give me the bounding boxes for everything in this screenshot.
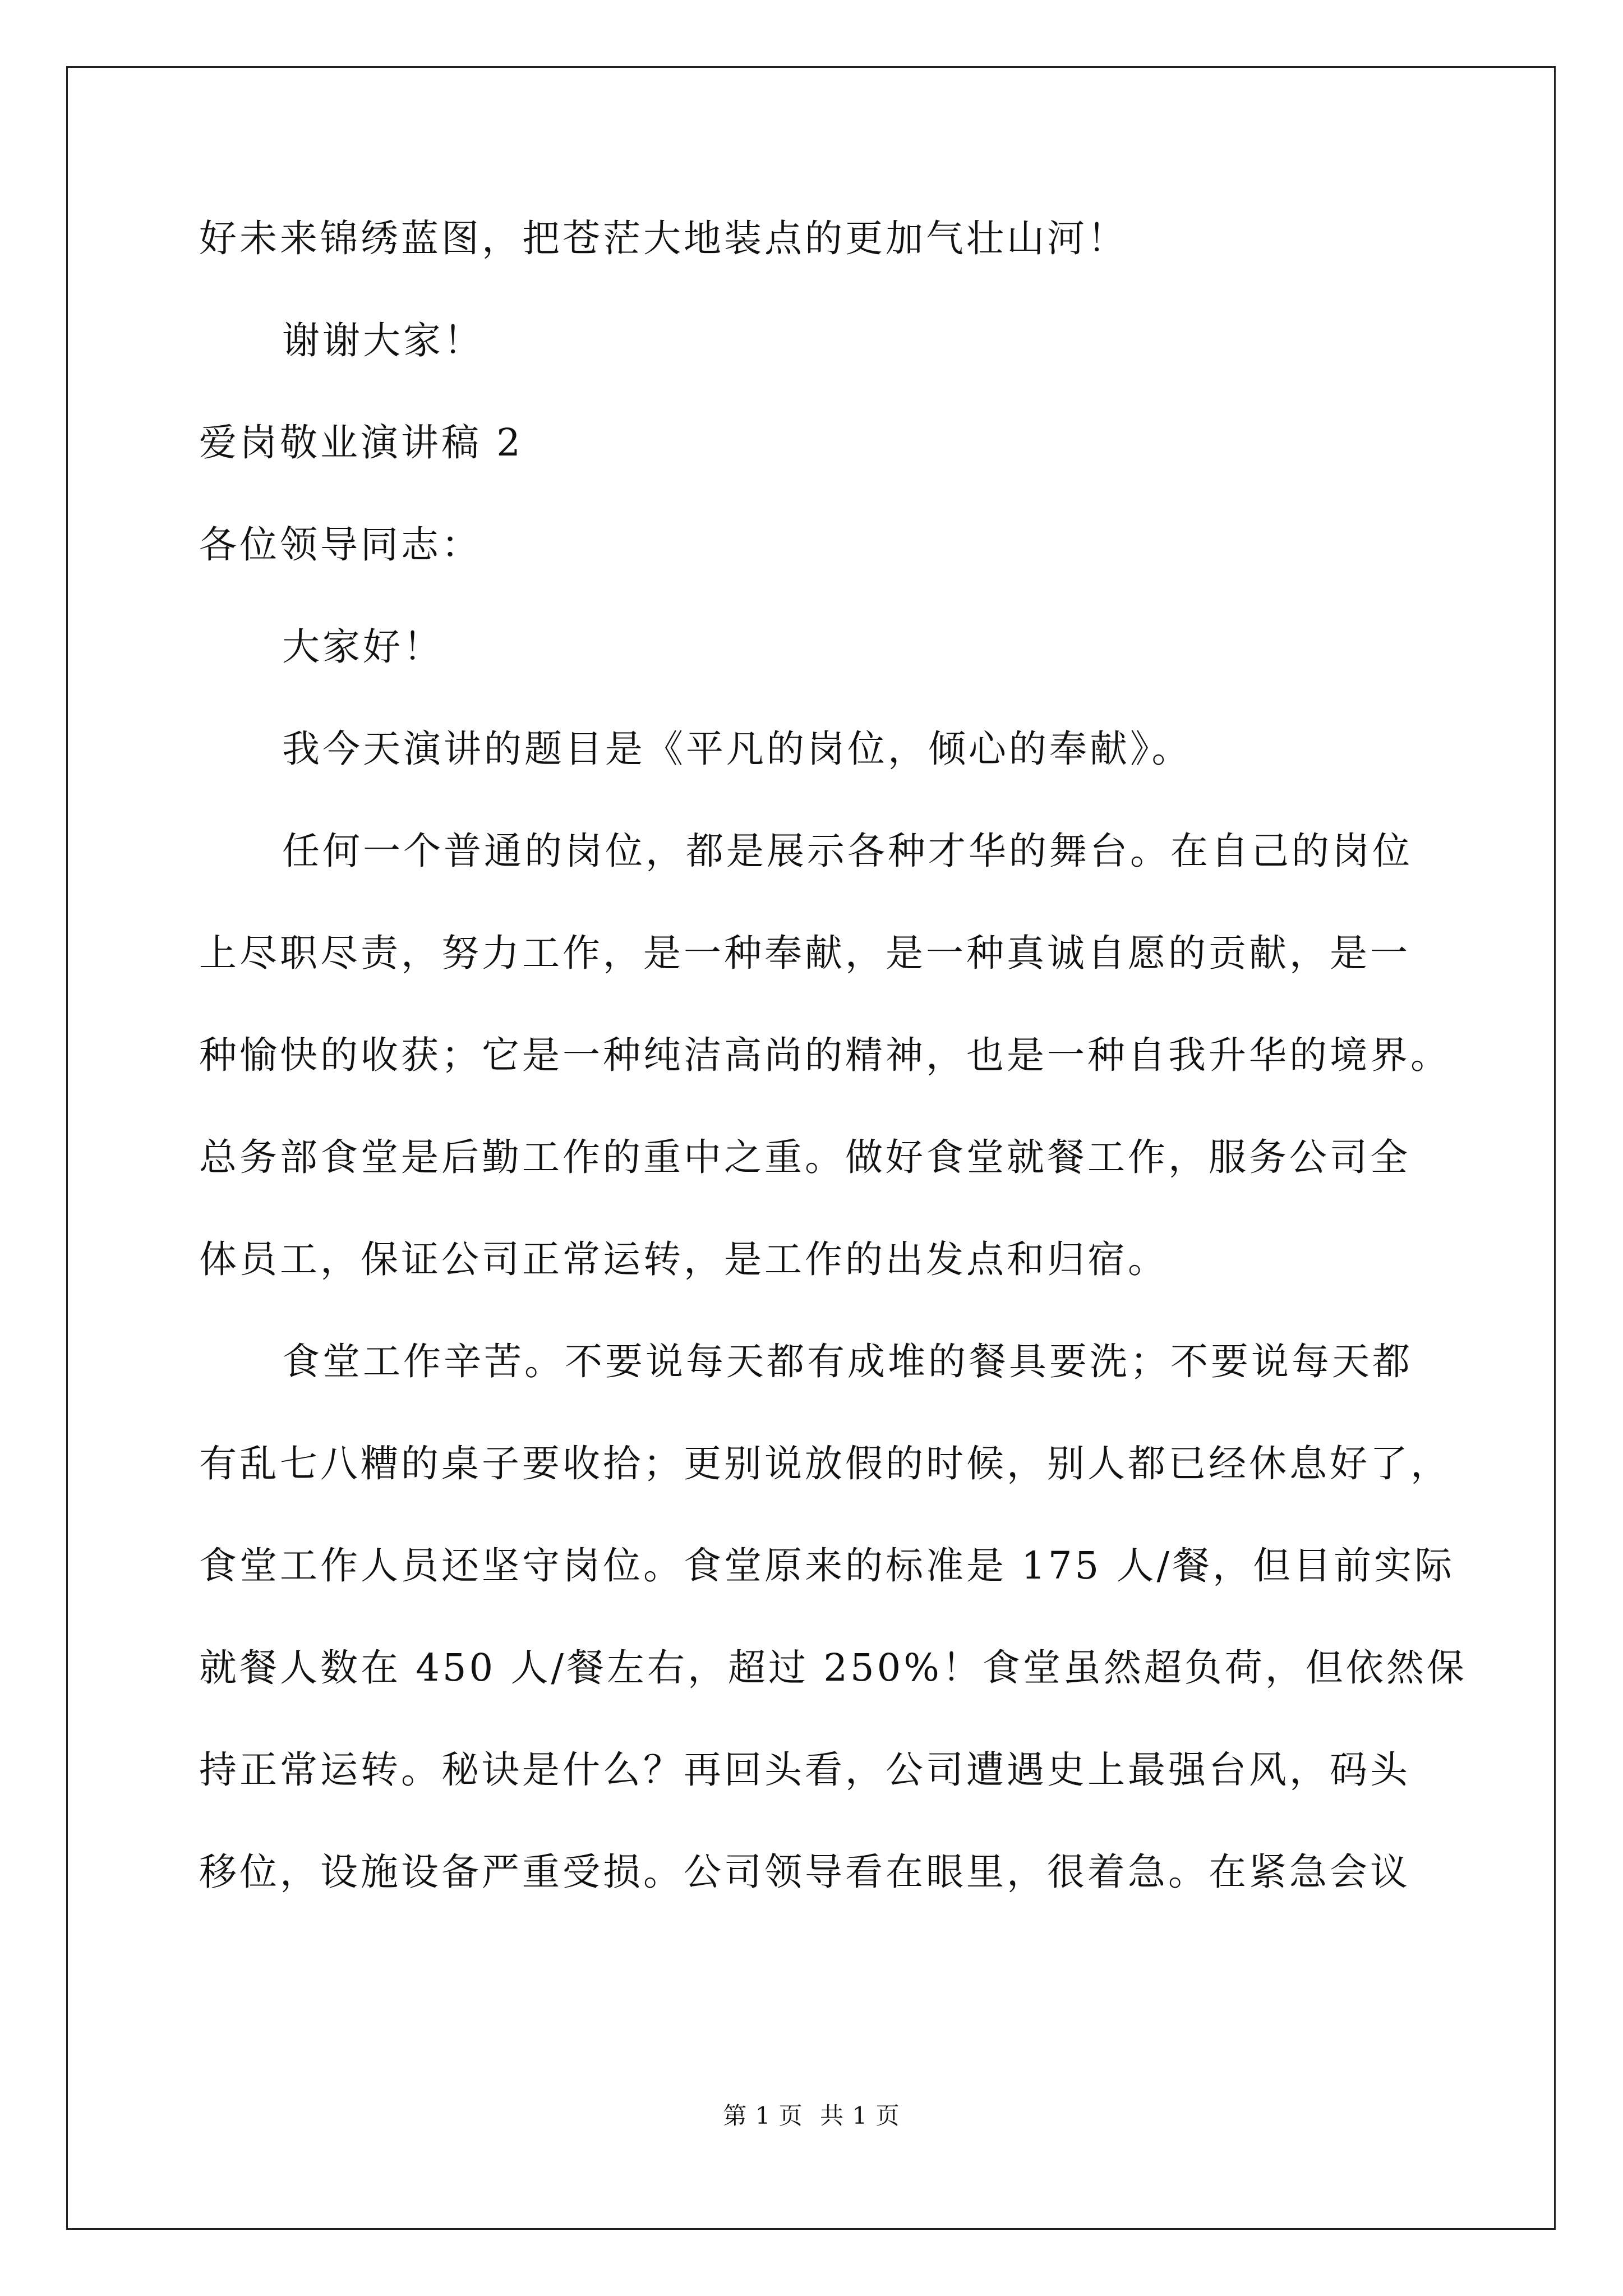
paragraph-line: 食堂工作辛苦。不要说每天都有成堆的餐具要洗；不要说每天都 xyxy=(282,1340,1413,1383)
paragraph-line: 体员工，保证公司正常运转，是工作的出发点和归宿。 xyxy=(199,1237,1168,1281)
greeting: 大家好！ xyxy=(282,625,444,669)
paragraph-line: 我今天演讲的题目是《平凡的岗位，倾心的奉献》。 xyxy=(282,727,1192,771)
paragraph-line: 移位，设施设备严重受损。公司领导看在眼里，很着急。在紧急会议 xyxy=(199,1850,1410,1894)
section-title: 爱岗敬业演讲稿 2 xyxy=(199,421,523,464)
paragraph-line: 总务部食堂是后勤工作的重中之重。做好食堂就餐工作，服务公司全 xyxy=(199,1135,1410,1179)
paragraph-line: 好未来锦绣蓝图，把苍茫大地装点的更加气壮山河！ xyxy=(199,217,1128,260)
paragraph-line: 食堂工作人员还坚守岗位。食堂原来的标准是 175 人/餐，但目前实际 xyxy=(199,1544,1455,1588)
page-number: 第 1 页 xyxy=(723,2102,803,2129)
paragraph-line: 任何一个普通的岗位，都是展示各种才华的舞台。在自己的岗位 xyxy=(282,829,1413,873)
paragraph-line: 谢谢大家！ xyxy=(282,319,484,362)
paragraph-line: 就餐人数在 450 人/餐左右，超过 250%！食堂虽然超负荷，但依然保 xyxy=(199,1646,1467,1690)
total-pages: 共 1 页 xyxy=(820,2102,900,2129)
paragraph-line: 持正常运转。秘诀是什么？再回头看，公司遭遇史上最强台风，码头 xyxy=(199,1748,1410,1792)
paragraph-line: 上尽职尽责，努力工作，是一种奉献，是一种真诚自愿的贡献，是一 xyxy=(199,931,1410,975)
page-footer xyxy=(0,2099,1623,2133)
paragraph-line: 有乱七八糟的桌子要收拾；更别说放假的时候，别人都已经休息好了， xyxy=(199,1442,1451,1485)
salutation: 各位领导同志： xyxy=(199,523,482,567)
paragraph-line: 种愉快的收获；它是一种纯洁高尚的精神，也是一种自我升华的境界。 xyxy=(199,1033,1451,1077)
